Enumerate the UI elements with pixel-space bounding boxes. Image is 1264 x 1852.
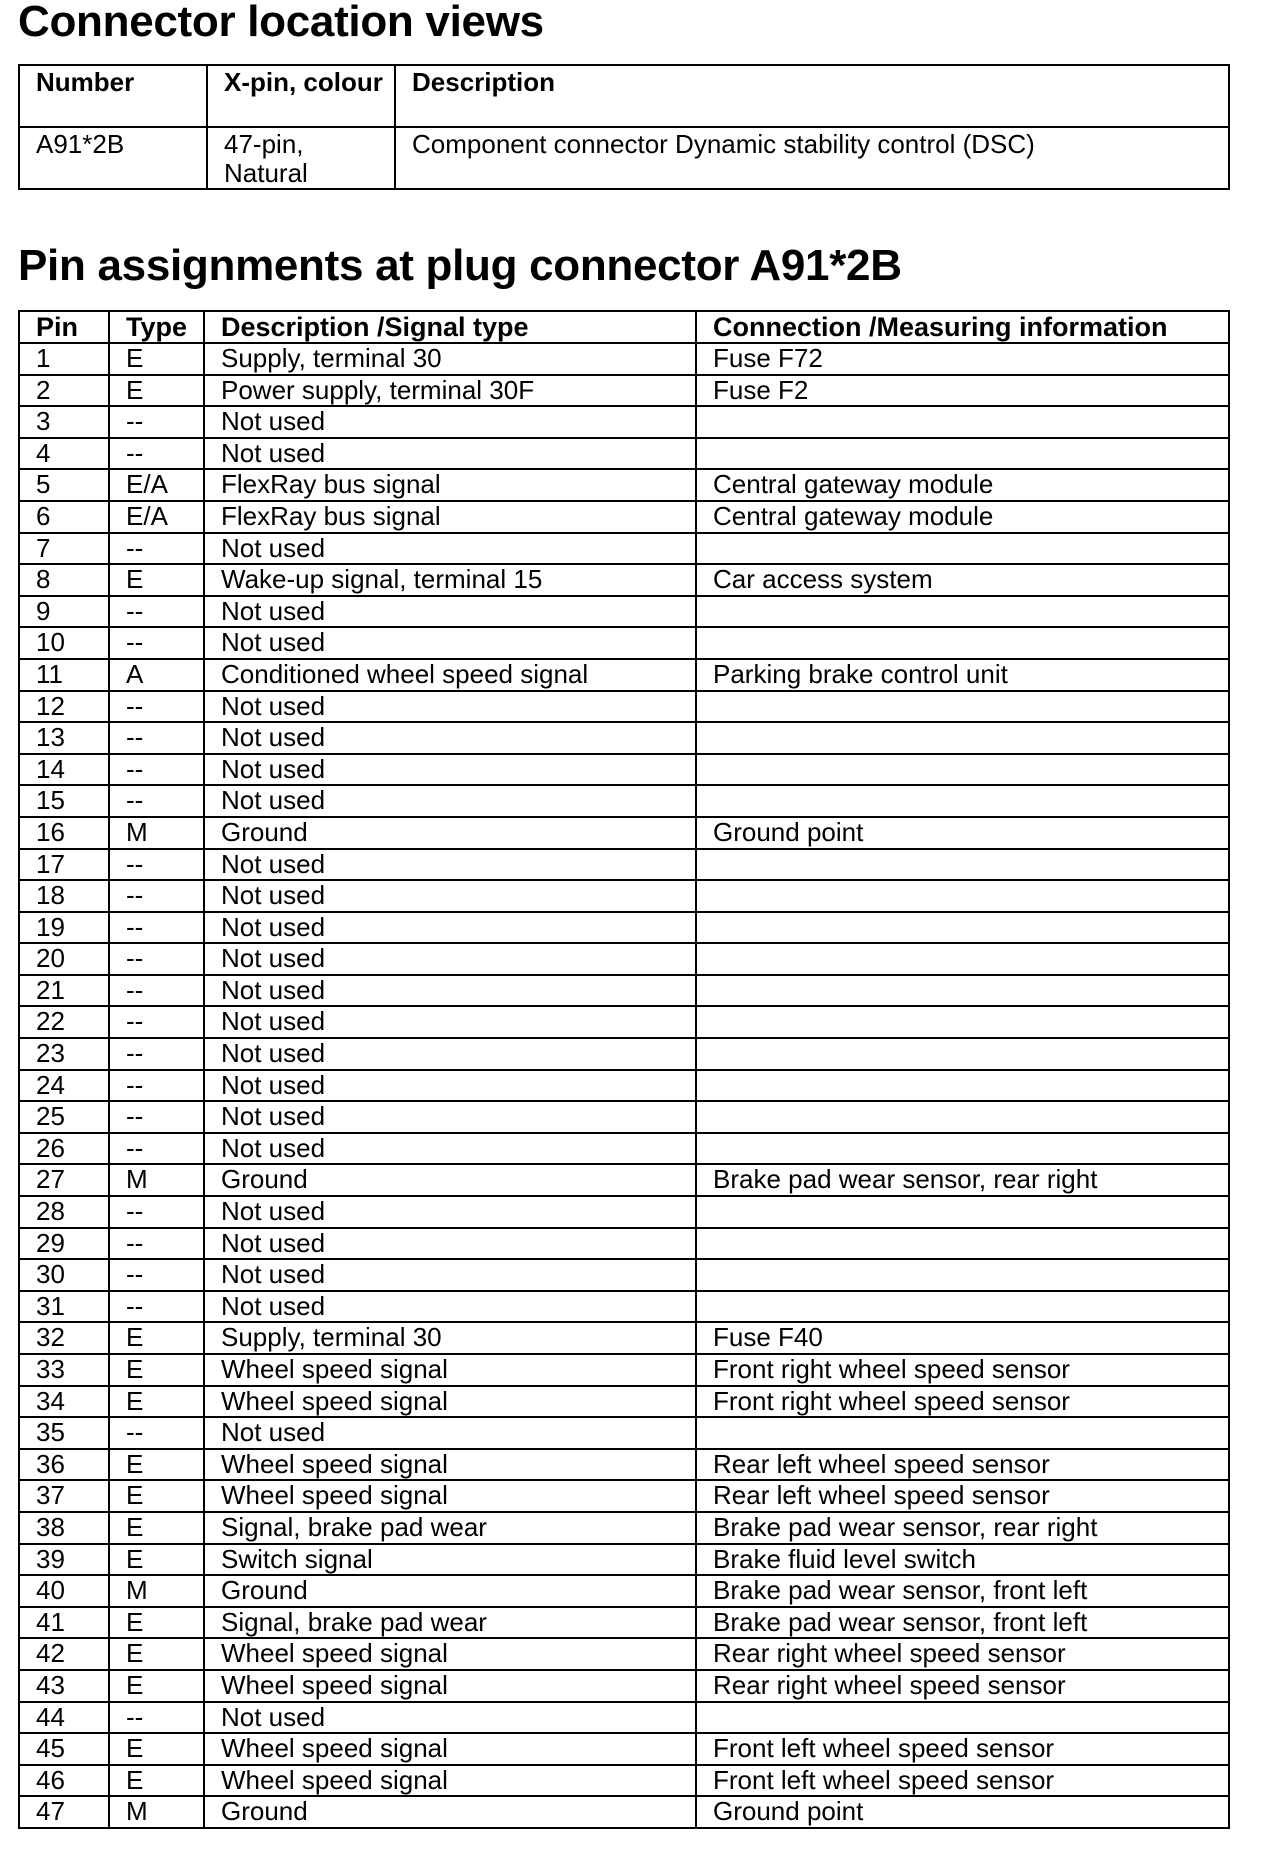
pin-type: --	[109, 1101, 204, 1133]
pin-signal-description: Switch signal	[204, 1544, 696, 1576]
pin-number: 6	[19, 501, 109, 533]
pin-connection-info	[696, 1228, 1229, 1260]
pin-type: --	[109, 691, 204, 723]
pin-signal-description: Not used	[204, 1291, 696, 1323]
pin-type: --	[109, 975, 204, 1007]
pin-connection-info: Rear left wheel speed sensor	[696, 1449, 1229, 1481]
pin-connection-info	[696, 406, 1229, 438]
table-row	[19, 564, 1229, 596]
table-row	[19, 1006, 1229, 1038]
pin-type: E	[109, 1354, 204, 1386]
header-signal-type: Description /Signal type	[204, 311, 696, 343]
pin-type: E	[109, 1638, 204, 1670]
pin-connection-info	[696, 1006, 1229, 1038]
pin-connection-info: Ground point	[696, 817, 1229, 849]
pin-type: E	[109, 1386, 204, 1418]
table-row	[19, 1480, 1229, 1512]
pin-connection-info	[696, 1038, 1229, 1070]
pin-table-body	[19, 343, 1229, 1828]
table-row	[19, 1038, 1229, 1070]
pin-number: 17	[19, 849, 109, 881]
pin-connection-info	[696, 1417, 1229, 1449]
pin-connection-info	[696, 1291, 1229, 1323]
pin-signal-description: Not used	[204, 754, 696, 786]
pin-number: 10	[19, 627, 109, 659]
table-row	[19, 1575, 1229, 1607]
pin-connection-info	[696, 943, 1229, 975]
pin-signal-description: Not used	[204, 912, 696, 944]
table-row	[19, 1228, 1229, 1260]
table-row	[19, 596, 1229, 628]
pin-number: 33	[19, 1354, 109, 1386]
table-row	[19, 1259, 1229, 1291]
table-row	[19, 1449, 1229, 1481]
pin-type: --	[109, 406, 204, 438]
pin-signal-description: Not used	[204, 438, 696, 470]
connector-description: Component connector Dynamic stability control (DSC)	[395, 127, 1229, 189]
pin-connection-info: Fuse F72	[696, 343, 1229, 375]
pin-type: M	[109, 1796, 204, 1828]
table-row	[19, 1101, 1229, 1133]
pin-signal-description: Not used	[204, 627, 696, 659]
pin-signal-description: Wheel speed signal	[204, 1638, 696, 1670]
pin-signal-description: FlexRay bus signal	[204, 469, 696, 501]
pin-signal-description: Not used	[204, 1259, 696, 1291]
pin-number: 40	[19, 1575, 109, 1607]
pin-number: 38	[19, 1512, 109, 1544]
pin-connection-info: Ground point	[696, 1796, 1229, 1828]
pin-signal-description: Not used	[204, 1133, 696, 1165]
pin-connection-info: Car access system	[696, 564, 1229, 596]
pin-connection-info: Brake pad wear sensor, rear right	[696, 1164, 1229, 1196]
pin-type: E/A	[109, 501, 204, 533]
pin-signal-description: Wheel speed signal	[204, 1386, 696, 1418]
pin-type: --	[109, 1228, 204, 1260]
header-pin: Pin	[19, 311, 109, 343]
pin-number: 16	[19, 817, 109, 849]
pin-signal-description: Not used	[204, 849, 696, 881]
pin-type: --	[109, 754, 204, 786]
table-row	[19, 659, 1229, 691]
table-row	[19, 754, 1229, 786]
pin-connection-info: Brake pad wear sensor, rear right	[696, 1512, 1229, 1544]
pin-signal-description: Signal, brake pad wear	[204, 1607, 696, 1639]
pin-type: E	[109, 1733, 204, 1765]
pin-type: M	[109, 817, 204, 849]
pin-number: 1	[19, 343, 109, 375]
pin-type: --	[109, 1291, 204, 1323]
pin-type: --	[109, 1070, 204, 1102]
pin-connection-info	[696, 533, 1229, 565]
pin-type: --	[109, 1417, 204, 1449]
pin-connection-info	[696, 785, 1229, 817]
pin-signal-description: Not used	[204, 1101, 696, 1133]
table-row	[19, 406, 1229, 438]
table-row	[19, 691, 1229, 723]
pin-type: E	[109, 1670, 204, 1702]
pin-connection-info: Fuse F2	[696, 375, 1229, 407]
table-row	[19, 127, 1229, 189]
pin-number: 26	[19, 1133, 109, 1165]
table-row	[19, 1133, 1229, 1165]
pin-connection-info: Front right wheel speed sensor	[696, 1386, 1229, 1418]
table-row	[19, 1670, 1229, 1702]
pin-connection-info	[696, 1259, 1229, 1291]
pin-number: 9	[19, 596, 109, 628]
pin-signal-description: Not used	[204, 880, 696, 912]
pin-connection-info: Front left wheel speed sensor	[696, 1765, 1229, 1797]
pin-connection-info	[696, 849, 1229, 881]
pin-number: 47	[19, 1796, 109, 1828]
table-row	[19, 343, 1229, 375]
pin-number: 25	[19, 1101, 109, 1133]
pin-connection-info	[696, 722, 1229, 754]
header-description: Description	[395, 65, 1229, 127]
table-row	[19, 943, 1229, 975]
pin-number: 13	[19, 722, 109, 754]
table-row	[19, 849, 1229, 881]
pin-number: 4	[19, 438, 109, 470]
section-title-connector-location: Connector location views	[18, 0, 544, 46]
pin-number: 2	[19, 375, 109, 407]
pin-connection-info: Front left wheel speed sensor	[696, 1733, 1229, 1765]
pin-number: 46	[19, 1765, 109, 1797]
pin-number: 27	[19, 1164, 109, 1196]
pin-number: 34	[19, 1386, 109, 1418]
pin-signal-description: Not used	[204, 1417, 696, 1449]
pin-number: 23	[19, 1038, 109, 1070]
pin-type: E	[109, 1449, 204, 1481]
pin-connection-info	[696, 975, 1229, 1007]
pin-signal-description: Signal, brake pad wear	[204, 1512, 696, 1544]
pin-number: 41	[19, 1607, 109, 1639]
pin-type: --	[109, 1196, 204, 1228]
pin-signal-description: Wheel speed signal	[204, 1354, 696, 1386]
pin-type: E	[109, 343, 204, 375]
pin-connection-info: Central gateway module	[696, 501, 1229, 533]
table-header-row	[19, 65, 1229, 127]
pin-type: --	[109, 1702, 204, 1734]
pin-type: E	[109, 564, 204, 596]
table-row	[19, 1765, 1229, 1797]
section-title-pin-assignments: Pin assignments at plug connector A91*2B	[18, 241, 902, 290]
pin-signal-description: Not used	[204, 406, 696, 438]
pin-signal-description: Ground	[204, 817, 696, 849]
pin-signal-description: FlexRay bus signal	[204, 501, 696, 533]
pin-number: 14	[19, 754, 109, 786]
pin-number: 29	[19, 1228, 109, 1260]
table-row	[19, 975, 1229, 1007]
pin-signal-description: Ground	[204, 1575, 696, 1607]
pin-number: 39	[19, 1544, 109, 1576]
pin-type: E	[109, 1765, 204, 1797]
pin-connection-info	[696, 880, 1229, 912]
pin-number: 5	[19, 469, 109, 501]
pin-signal-description: Wheel speed signal	[204, 1480, 696, 1512]
table-row	[19, 1512, 1229, 1544]
pin-connection-info	[696, 912, 1229, 944]
pin-number: 28	[19, 1196, 109, 1228]
pin-connection-info	[696, 1101, 1229, 1133]
header-type: Type	[109, 311, 204, 343]
pin-signal-description: Not used	[204, 1228, 696, 1260]
pin-number: 15	[19, 785, 109, 817]
pin-number: 11	[19, 659, 109, 691]
pin-signal-description: Supply, terminal 30	[204, 343, 696, 375]
pin-type: --	[109, 596, 204, 628]
table-row	[19, 1702, 1229, 1734]
pin-number: 36	[19, 1449, 109, 1481]
pin-type: --	[109, 849, 204, 881]
table-row	[19, 1733, 1229, 1765]
table-row	[19, 1354, 1229, 1386]
table-row	[19, 1386, 1229, 1418]
pin-signal-description: Ground	[204, 1796, 696, 1828]
table-row	[19, 375, 1229, 407]
pin-signal-description: Not used	[204, 533, 696, 565]
pin-signal-description: Wheel speed signal	[204, 1449, 696, 1481]
pin-type: --	[109, 912, 204, 944]
table-row	[19, 785, 1229, 817]
pin-type: --	[109, 880, 204, 912]
pin-type: --	[109, 1038, 204, 1070]
table-row	[19, 1164, 1229, 1196]
pin-number: 30	[19, 1259, 109, 1291]
pin-type: --	[109, 438, 204, 470]
pin-type: E	[109, 1322, 204, 1354]
pin-number: 8	[19, 564, 109, 596]
pin-signal-description: Not used	[204, 1070, 696, 1102]
pin-type: E	[109, 1544, 204, 1576]
pin-type: --	[109, 627, 204, 659]
pin-signal-description: Not used	[204, 1038, 696, 1070]
pin-connection-info	[696, 1133, 1229, 1165]
table-row	[19, 1322, 1229, 1354]
pin-number: 35	[19, 1417, 109, 1449]
pin-signal-description: Wheel speed signal	[204, 1670, 696, 1702]
pin-type: --	[109, 785, 204, 817]
table-row	[19, 1417, 1229, 1449]
connector-number: A91*2B	[19, 127, 207, 189]
table-row	[19, 722, 1229, 754]
pin-number: 3	[19, 406, 109, 438]
pin-type: A	[109, 659, 204, 691]
pin-signal-description: Not used	[204, 785, 696, 817]
pin-connection-info	[696, 1070, 1229, 1102]
pin-connection-info: Rear left wheel speed sensor	[696, 1480, 1229, 1512]
pin-type: --	[109, 1259, 204, 1291]
pin-connection-info	[696, 1196, 1229, 1228]
pin-number: 45	[19, 1733, 109, 1765]
pin-signal-description: Wake-up signal, terminal 15	[204, 564, 696, 596]
pin-signal-description: Not used	[204, 596, 696, 628]
pin-signal-description: Wheel speed signal	[204, 1733, 696, 1765]
pin-signal-description: Wheel speed signal	[204, 1765, 696, 1797]
table-row	[19, 533, 1229, 565]
pin-signal-description: Not used	[204, 1006, 696, 1038]
pin-signal-description: Not used	[204, 975, 696, 1007]
pin-signal-description: Not used	[204, 1702, 696, 1734]
pin-connection-info: Rear right wheel speed sensor	[696, 1638, 1229, 1670]
pin-number: 37	[19, 1480, 109, 1512]
pin-signal-description: Conditioned wheel speed signal	[204, 659, 696, 691]
pin-type: --	[109, 722, 204, 754]
pin-signal-description: Supply, terminal 30	[204, 1322, 696, 1354]
pin-type: E	[109, 1512, 204, 1544]
table-row	[19, 1196, 1229, 1228]
pin-number: 24	[19, 1070, 109, 1102]
pin-number: 44	[19, 1702, 109, 1734]
pin-signal-description: Not used	[204, 1196, 696, 1228]
pin-number: 18	[19, 880, 109, 912]
pin-connection-info	[696, 1702, 1229, 1734]
table-row	[19, 501, 1229, 533]
table-row	[19, 469, 1229, 501]
pin-type: --	[109, 533, 204, 565]
pin-type: --	[109, 943, 204, 975]
table-row	[19, 1291, 1229, 1323]
header-number: Number	[19, 65, 207, 127]
pin-type: E/A	[109, 469, 204, 501]
table-row	[19, 438, 1229, 470]
pin-type: E	[109, 375, 204, 407]
table-row	[19, 1638, 1229, 1670]
pin-connection-info: Rear right wheel speed sensor	[696, 1670, 1229, 1702]
pin-connection-info	[696, 754, 1229, 786]
pin-type: M	[109, 1575, 204, 1607]
header-connection-info: Connection /Measuring information	[696, 311, 1229, 343]
pin-connection-info: Fuse F40	[696, 1322, 1229, 1354]
table-header-row	[19, 311, 1229, 343]
pin-connection-info: Brake fluid level switch	[696, 1544, 1229, 1576]
table-row	[19, 912, 1229, 944]
pin-assignment-table	[18, 310, 1230, 1829]
pin-signal-description: Power supply, terminal 30F	[204, 375, 696, 407]
pin-number: 12	[19, 691, 109, 723]
table-row	[19, 1607, 1229, 1639]
pin-signal-description: Not used	[204, 722, 696, 754]
pin-number: 21	[19, 975, 109, 1007]
pin-number: 19	[19, 912, 109, 944]
pin-number: 43	[19, 1670, 109, 1702]
pin-connection-info: Central gateway module	[696, 469, 1229, 501]
pin-type: --	[109, 1133, 204, 1165]
pin-connection-info: Parking brake control unit	[696, 659, 1229, 691]
header-xpin-colour: X-pin, colour	[207, 65, 395, 127]
pin-connection-info: Brake pad wear sensor, front left	[696, 1607, 1229, 1639]
pin-connection-info	[696, 438, 1229, 470]
pin-type: M	[109, 1164, 204, 1196]
table-row	[19, 817, 1229, 849]
pin-number: 7	[19, 533, 109, 565]
pin-connection-info	[696, 596, 1229, 628]
pin-type: --	[109, 1006, 204, 1038]
pin-type: E	[109, 1607, 204, 1639]
pin-number: 20	[19, 943, 109, 975]
pin-signal-description: Not used	[204, 943, 696, 975]
pin-number: 31	[19, 1291, 109, 1323]
pin-number: 32	[19, 1322, 109, 1354]
table-row	[19, 627, 1229, 659]
table-row	[19, 880, 1229, 912]
pin-connection-info: Front right wheel speed sensor	[696, 1354, 1229, 1386]
table-row	[19, 1070, 1229, 1102]
pin-signal-description: Ground	[204, 1164, 696, 1196]
table-row	[19, 1796, 1229, 1828]
pin-signal-description: Not used	[204, 691, 696, 723]
pin-connection-info: Brake pad wear sensor, front left	[696, 1575, 1229, 1607]
pin-connection-info	[696, 627, 1229, 659]
pin-type: E	[109, 1480, 204, 1512]
table-row	[19, 1544, 1229, 1576]
connector-xpin-colour: 47-pin, Natural	[207, 127, 395, 189]
pin-number: 42	[19, 1638, 109, 1670]
pin-number: 22	[19, 1006, 109, 1038]
connector-location-table	[18, 64, 1230, 190]
pin-connection-info	[696, 691, 1229, 723]
